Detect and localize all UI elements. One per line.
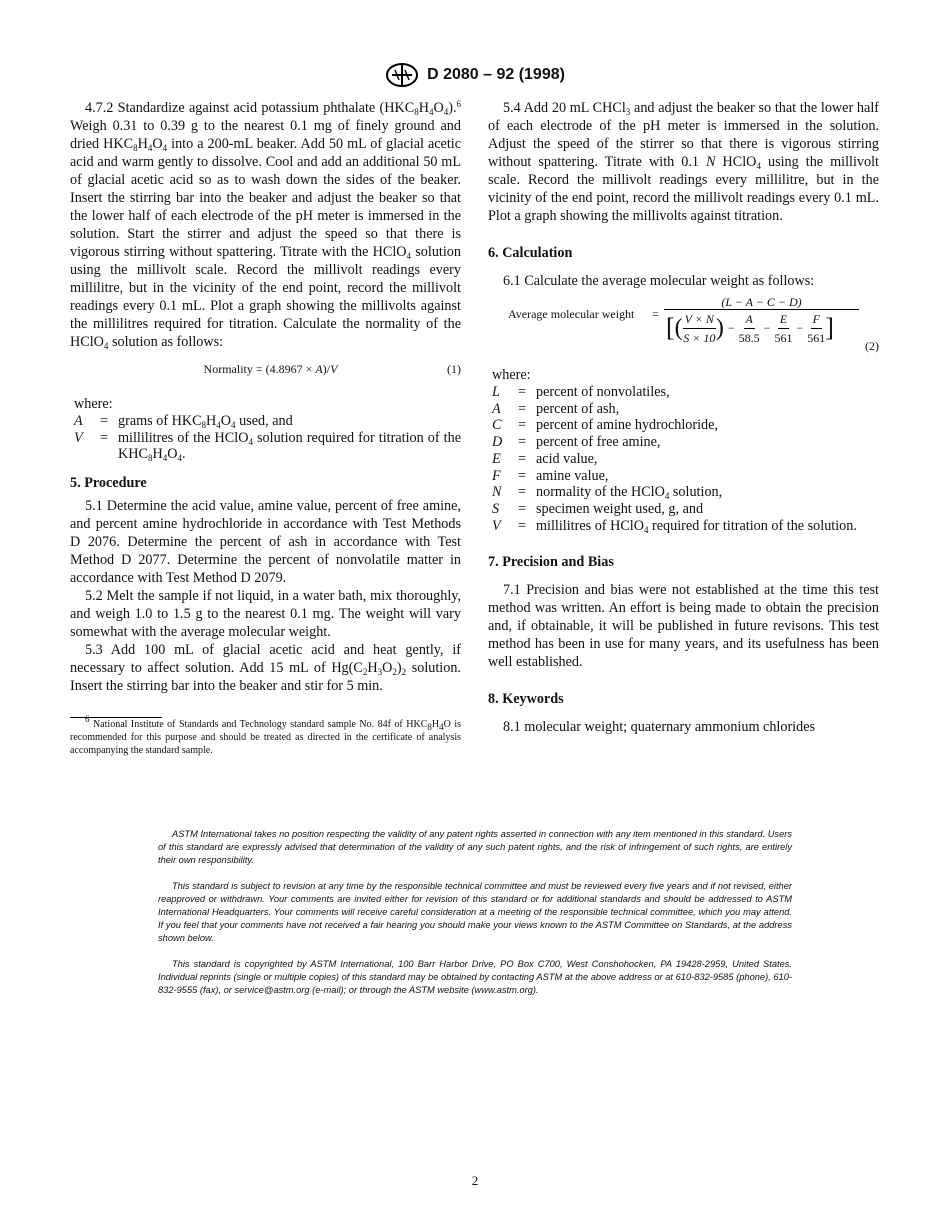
where-label: where: (74, 396, 113, 412)
equation-number: (1) (447, 362, 461, 376)
paragraph-7-1: 7.1 Precision and bias were not established at the time this test method was written. An effort is being made to obtain the precision and, if obtainable, it will be published in future revisons. This test method has been in use for many years, and its usefulness has been well established. (488, 582, 879, 671)
where-item: E = acid value, (492, 450, 598, 467)
where-item: A = grams of $HKC_8H_4O_4$ used, and (74, 413, 293, 430)
page-number: 2 (471, 1173, 479, 1188)
where-item: L = percent of nonvolatiles, (492, 384, 670, 400)
paragraph-5-4: 5.4 Add 20 mL CHCl$_3$ and adjust the beaker so that the lower half of each electrode of the pH meter is immersed in the solution. Adjust the speed of the stirrer so that there is vigorous stirring without spattering. Titrate with 0.1 N HClO$_4$ using the millivolt scale. Record the millivolt readings every millilitre, but in the vicinity of the end point, record the millivolt readings every 0.1 mL. Plot a graph showing the millivolts against titration. (488, 100, 879, 224)
equation-1: Normality = (4.8967 × A)/V (1) (203, 362, 461, 376)
equation-2: Average molecular weight = (L − A − C − D) [ ( $\frac{V \times N}{S \times 10}$ ) − $\frac{A}{58.5}$ − $\frac{E}{561}$ − $\frac{F}{561}$ ] (2) (508, 295, 879, 353)
paragraph-6-1: 6.1 Calculate the average molecular weight as follows: (503, 273, 815, 289)
notice-copyright: This standard is copyrighted by ASTM International, 100 Barr Harbor Drive, PO Box C700, West Conshohocken, PA 19428-2959, United States. Individual reprints (single or multiple copies) of this standard may be obtained by contacting ASTM at the above address or at 610-832-9585 (phone), 610-832-9555 (fax), or service@astm.org (e-mail); or through the ASTM website (www.astm.org). (158, 959, 792, 995)
section-heading-procedure: 5. Procedure (70, 475, 147, 492)
where-item: N = normality of the HClO$_4$ solution, (492, 484, 723, 502)
designation: D 2080 – 92 (1998) (427, 66, 565, 83)
equation-number: (2) (865, 339, 879, 353)
section-heading-keywords: 8. Keywords (488, 691, 564, 708)
where-item: A = percent of ash, (492, 400, 620, 417)
where-item: V = millilitres of the HClO$_4$ solution required for titration of the $KHC_8H_4O_4$. (74, 429, 462, 464)
where-item: D = percent of free amine, (492, 434, 661, 451)
where-label: where: (492, 367, 531, 383)
paragraph-5-2: 5.2 Melt the sample if not liquid, in a water bath, mix thoroughly, and weigh 1.0 to 1.5 g to the nearest 0.1 mg. The weight will vary somewhat with the average molecular weight. (70, 588, 461, 641)
where-item: C = percent of amine hydrochloride, (492, 417, 718, 434)
footnote: $^6$ National Institute of Standards and Technology standard sample No. 84f of $HKC_8H_4O$ is recommended for this purpose and should be treated as directed in the certificate of analysis accompanying the standard sample. (70, 714, 461, 757)
left-column (70, 99, 461, 757)
where-list-continued (488, 484, 879, 534)
paragraph-8-1: 8.1 molecular weight; quaternary ammonium chlorides (503, 719, 816, 736)
astm-logo-icon (385, 62, 419, 88)
section-heading-calculation: 6. Calculation (488, 245, 573, 261)
section-heading-precision-and-bias: 7. Precision and Bias (488, 554, 614, 571)
equation-denominator: [ ( $\frac{V \times N}{S \times 10}$ ) − $\frac{A}{58.5}$ − $\frac{E}{561}$ − $\frac{F}{561}$ ] (666, 311, 834, 345)
footnote-ref: 6 (456, 99, 461, 109)
where-item: F = amine value, (492, 467, 609, 484)
where-item: S = specimen weight used, g, and (492, 500, 704, 517)
notice-patent: ASTM International takes no position respecting the validity of any patent rights asserted in connection with any item mentioned in this standard. Users of this standard are expressly advised that determination of the validity of any such patent rights, and the risk of infringement of such rights, are entirely their own responsibility. (158, 829, 792, 865)
where-list (488, 384, 879, 484)
where-item: V = millilitres of HClO$_4$ required for titration of the solution. (492, 517, 857, 535)
paragraph-4-7-2: 4.7.2 Standardize against acid potassium phthalate $(HKC_8H_4O_4).^6$ Weigh 0.31 to 0.39 g to the nearest 0.1 mg of finely ground and dried $HKC_8H_4O_4$ into a 200-mL beaker. Add 50 mL of glacial acetic acid and warm gently to dissolve. Cool and add an additional 50 mL of glacial acetic acid so as to wash down the sides of the beaker. Insert the stirring bar into the beaker and adjust the beaker so that the lower half of each electrode of the pH meter is immersed in the solution. Start the stirrer and adjust the speed so that there is vigorous stirring without spattering. Titrate with the HClO$_4$ solution using the millivolt scale. Record the millivolt readings every millilitre, but in the vicinity of the end point, record the millivolt readings every 0.1 mL. Plot a graph showing the millivolts against the millilitres required for titration. Calculate the normality of the HClO$_4$ solution as follows: (70, 99, 462, 351)
page-header (0, 62, 950, 86)
right-column (488, 99, 879, 736)
notices (158, 828, 792, 997)
equation-label: Average molecular weight (508, 307, 635, 321)
notice-revision: This standard is subject to revision at any time by the responsible technical committee and must be reviewed every five years and if not revised, either reapproved or withdrawn. Your comments are invited either for revision of this standard or for additional standards and should be addressed to ASTM International Headquarters. Your comments will receive careful consideration at a meeting of the responsible technical committee, which you may attend. If you feel that your comments have not received a fair hearing you should make your views known to the ASTM Committee on Standards, at the address shown below. (158, 881, 792, 943)
equation-numerator: (L − A − C − D) (721, 295, 802, 309)
where-list (70, 413, 461, 463)
paragraph-5-1: 5.1 Determine the acid value, amine value, percent of free amine, and percent amine hydrochloride in accordance with Test Methods D 2076. Determine the percent of ash in accordance with Test Method D 2077. Determine the percent of nonvolatile matter in accordance with Test Method D 2079. (70, 498, 461, 587)
paragraph-5-3: 5.3 Add 100 mL of glacial acetic acid and heat gently, if necessary to affect solution. Add 15 mL of $Hg(C_2H_3O_2)_2$ solution. Insert the stirring bar into the beaker and stir for 5 min. (70, 642, 461, 695)
